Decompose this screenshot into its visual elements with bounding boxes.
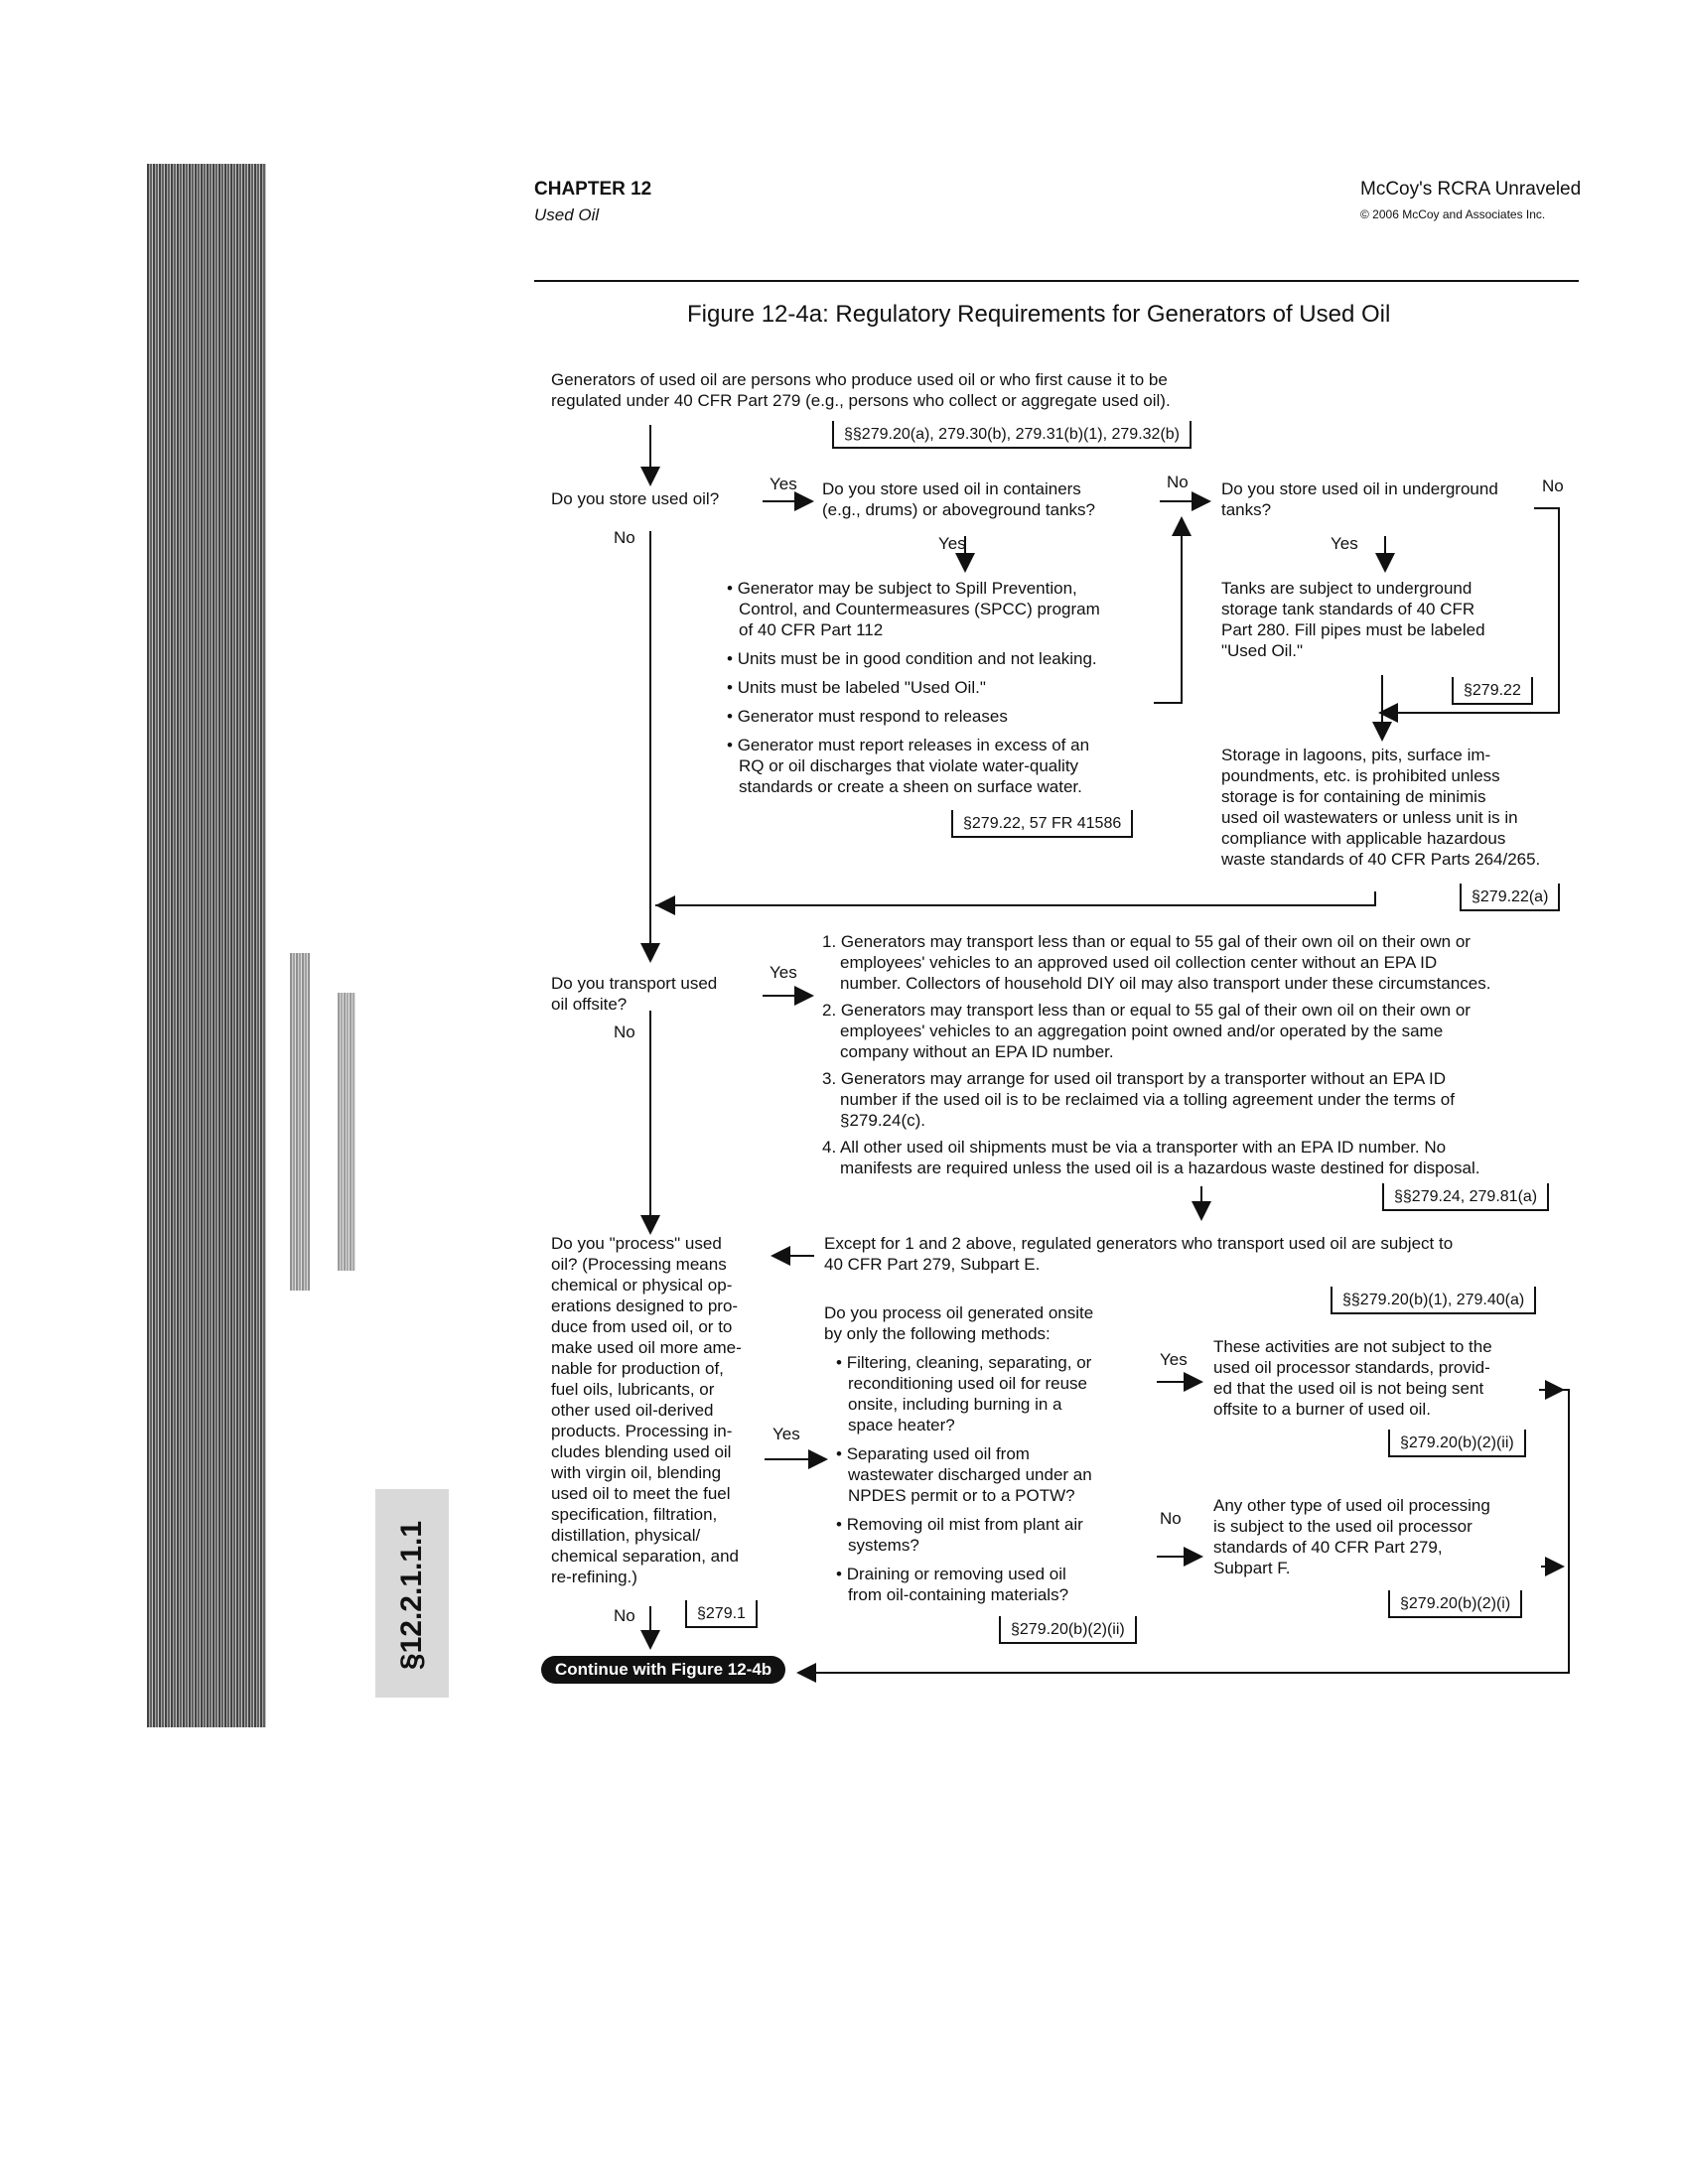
side-tab-label: §12.2.1.1.1 (395, 1520, 428, 1671)
subpart-e-text: Except for 1 and 2 above, regulated generators who transport used oil are subject to 40 CFR Part 279, Subpart E. (824, 1234, 1454, 1274)
question-underground: Do you store used oil in underground tanks? (1221, 479, 1498, 519)
transport-rules-list (822, 931, 1577, 1184)
list-item: • Units must be labeled "Used Oil." (727, 678, 986, 697)
ref-box-279-22: §279.22 (1452, 677, 1533, 705)
label-no-containers: No (1167, 473, 1189, 491)
underground-requirements: Tanks are subject to underground storage tank standards of 40 CFR Part 280. Fill pipes must be labeled "Used Oil." (1221, 579, 1485, 660)
list-item: 2. Generators may transport less than or equal to 55 gal of their own oil on their own or employees' vehicles to an aggregation point owned and/or operated by the same company without an EPA ID number. (822, 1001, 1471, 1061)
question-store-used-oil: Do you store used oil? (551, 489, 720, 508)
ref-box-279-20a: §§279.20(a), 279.30(b), 279.31(b)(1), 279.32(b) (832, 421, 1192, 449)
ref-box-279-24: §§279.24, 279.81(a) (1382, 1183, 1549, 1211)
list-item: • Generator must respond to releases (727, 707, 1008, 726)
list-item: 1. Generators may transport less than or equal to 55 gal of their own oil on their own or employees' vehicles to an approved used oil collection center without an EPA ID number. Collectors of household DIY oil may also transport under these circumstances. (822, 932, 1491, 993)
list-item: • Separating used oil from wastewater discharged under an NPDES permit or to a POTW? (836, 1444, 1092, 1505)
label-yes-process: Yes (772, 1425, 800, 1443)
question-transport: Do you transport used oil offsite? (551, 974, 718, 1014)
question-containers: Do you store used oil in containers (e.g., drums) or aboveground tanks? (822, 479, 1095, 519)
intro-text: Generators of used oil are persons who produce used oil or who first cause it to be regulated under 40 CFR Part 279 (e.g., persons who collect or aggregate used oil). (551, 370, 1171, 410)
label-yes-transport: Yes (770, 963, 797, 982)
container-requirements-list (725, 578, 1162, 805)
list-item: 4. All other used oil shipments must be via a transporter with an EPA ID number. No manifests are required unless the used oil is a hazardous waste destined for disposal. (822, 1138, 1480, 1177)
book-title: McCoy's RCRA Unraveled (1360, 179, 1582, 200)
continue-figure-12-4b-button[interactable]: Continue with Figure 12-4b (541, 1656, 785, 1684)
label-yes-onsite: Yes (1160, 1350, 1188, 1369)
list-item: • Filtering, cleaning, separating, or reconditioning used oil for reuse onsite, including burning in a space heater? (836, 1353, 1092, 1434)
other-processing-text: Any other type of used oil processing is subject to the used oil processor standards of 40 CFR Part 279, Subpart F. (1213, 1496, 1490, 1577)
label-no-store: No (614, 528, 635, 547)
lagoon-prohibition: Storage in lagoons, pits, surface im- poundments, etc. is prohibited unless storage is for containing de minimis used oil wastewaters or unless unit is in compliance with applicable hazardous waste standards of 40 CFR Parts 264/265. (1221, 746, 1541, 869)
label-yes-store: Yes (770, 475, 797, 493)
ref-box-279-22a: §279.22(a) (1460, 884, 1560, 911)
ref-box-279-20b2ii-left: §279.20(b)(2)(ii) (999, 1616, 1137, 1644)
chapter-subtitle: Used Oil (534, 205, 600, 224)
question-process: Do you "process" used oil? (Processing means chemical or physical op- erations designed to pro- duce from used oil, or to make used oil more ame- nable for production of, fuel oils, lubricants, or other used oil-derived products. Processing in- cludes blending used oil with virgin oil, blending used oil to meet the fuel specification, filtration, distillation, physical/ chemical separation, and re-refining.) (551, 1234, 742, 1586)
copyright: © 2006 McCoy and Associates Inc. (1360, 207, 1546, 221)
label-yes-containers: Yes (938, 534, 966, 553)
list-item: • Removing oil mist from plant air systems? (836, 1515, 1083, 1555)
ref-box-279-1: §279.1 (685, 1600, 758, 1628)
chapter-label: CHAPTER 12 (534, 179, 652, 200)
label-no-transport: No (614, 1023, 635, 1041)
list-item: • Draining or removing used oil from oil-containing materials? (836, 1565, 1069, 1604)
ref-box-279-40a: §§279.20(b)(1), 279.40(a) (1331, 1287, 1536, 1314)
list-item: • Generator must report releases in excess of an RQ or oil discharges that violate water-quality standards or create a sheen on surface water. (727, 736, 1090, 796)
not-subject-text: These activities are not subject to the used oil processor standards, provid- ed that the used oil is not being sent offsite to a burner of used oil. (1213, 1337, 1492, 1419)
figure-title: Figure 12-4a: Regulatory Requirements for Generators of Used Oil (687, 301, 1391, 328)
list-item: • Units must be in good condition and not leaking. (727, 649, 1097, 668)
list-item: 3. Generators may arrange for used oil transport by a transporter without an EPA ID number if the used oil is to be reclaimed via a tolling agreement under the terms of §279.24(c). (822, 1069, 1455, 1130)
question-onsite: Do you process oil generated onsite by only the following methods: (824, 1303, 1094, 1343)
label-no-underground: No (1542, 477, 1564, 495)
ref-box-279-20b2ii: §279.20(b)(2)(ii) (1388, 1430, 1526, 1457)
label-no-onsite: No (1160, 1509, 1182, 1528)
ref-box-279-20b2i: §279.20(b)(2)(i) (1388, 1590, 1522, 1618)
label-yes-underground: Yes (1331, 534, 1358, 553)
label-no-process: No (614, 1606, 635, 1625)
ref-box-279-22-57fr: §279.22, 57 FR 41586 (951, 810, 1133, 838)
onsite-methods-list (834, 1352, 1152, 1613)
list-item: • Generator may be subject to Spill Prevention, Control, and Countermeasures (SPCC) program of 40 CFR Part 112 (727, 579, 1100, 639)
